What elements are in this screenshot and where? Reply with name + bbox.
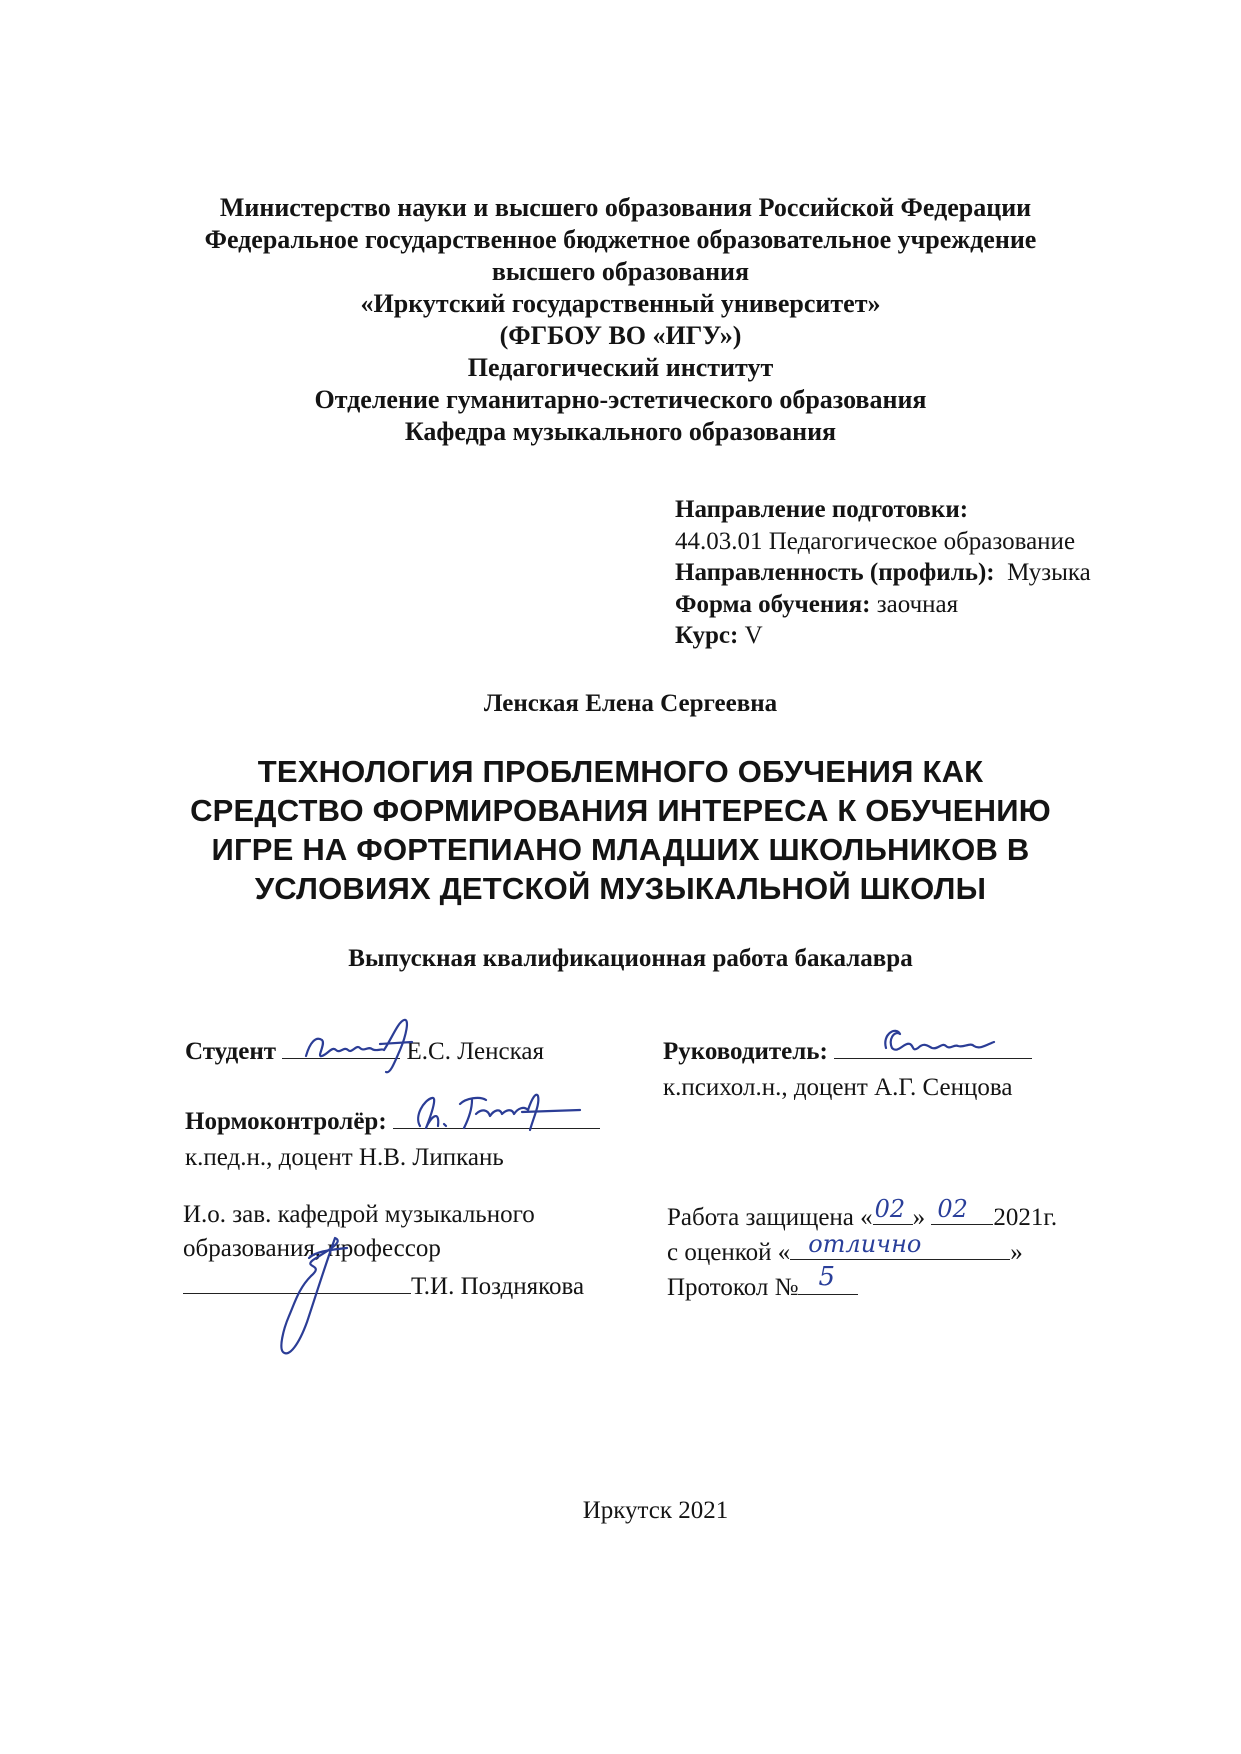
grade-value: отлично — [808, 1230, 922, 1258]
normcontrol-label: Нормоконтролёр: — [185, 1108, 387, 1135]
student-label: Студент — [185, 1038, 277, 1065]
title-line-2: СРЕДСТВО ФОРМИРОВАНИЯ ИНТЕРЕСА К ОБУЧЕНИЮ — [190, 793, 1051, 828]
city-year: Иркутск 2021 — [582, 1497, 729, 1524]
head-signature-row — [183, 1269, 584, 1302]
profile-label: Направленность (профиль): — [675, 559, 995, 586]
title-line-3: ИГРЕ НА ФОРТЕПИАНО МЛАДШИХ ШКОЛЬНИКОВ В — [211, 832, 1030, 867]
university-name-line: «Иркутский государственный университет» — [360, 289, 881, 318]
head-name: Т.И. Позднякова — [411, 1273, 585, 1300]
course-value: V — [744, 622, 763, 649]
education-level-line: высшего образования — [491, 257, 750, 286]
student-name: Е.С. Ленская — [406, 1038, 544, 1065]
direction-label: Направление подготовки: — [675, 496, 969, 523]
head-line-1: И.о. зав. кафедрой музыкального — [183, 1201, 535, 1228]
defense-month: 02 — [937, 1195, 968, 1223]
profile-value: Музыка — [1007, 559, 1091, 586]
protocol-number: 5 — [818, 1262, 835, 1292]
study-details — [675, 494, 1091, 652]
form-label: Форма обучения: — [675, 590, 871, 618]
university-abbr-line: (ФГБОУ ВО «ИГУ») — [499, 321, 742, 350]
grade-field — [790, 1230, 1010, 1260]
protocol-label: Протокол № — [667, 1274, 799, 1301]
head-signature — [265, 1232, 355, 1362]
defense-quote-close: » — [912, 1204, 926, 1231]
defense-label: Работа защищена « — [667, 1204, 873, 1231]
institution-type-line: Федеральное государственное бюджетное образовательное учреждение — [204, 225, 1037, 254]
work-type: Выпускная квалификационная работа бакалавра — [348, 945, 913, 972]
supervisor-signature — [880, 1022, 1020, 1062]
form-value: заочная — [876, 590, 959, 618]
defense-day: 02 — [874, 1195, 906, 1223]
defense-year: 2021г. — [993, 1204, 1058, 1231]
course-label: Курс: — [675, 622, 739, 649]
ministry-line: Министерство науки и высшего образования Российской Федерации — [219, 193, 1032, 222]
title-line-1: ТЕХНОЛОГИЯ ПРОБЛЕМНОГО ОБУЧЕНИЯ КАК — [257, 754, 984, 789]
grade-label: с оценкой « — [667, 1239, 791, 1266]
defense-month-field — [931, 1195, 993, 1225]
normcontrol-details: к.пед.н., доцент Н.В. Липкань — [185, 1144, 504, 1171]
defense-day-field — [873, 1195, 913, 1225]
department-line: Кафедра музыкального образования — [404, 417, 837, 446]
supervisor-label: Руководитель: — [663, 1038, 828, 1065]
institution-header — [0, 192, 1241, 448]
division-line: Отделение гуманитарно-эстетического образования — [314, 385, 927, 414]
protocol-line — [667, 1262, 858, 1303]
institute-line: Педагогический институт — [467, 353, 774, 382]
thesis-title — [0, 752, 1241, 908]
normcontrol-signature — [410, 1086, 590, 1140]
supervisor-details: к.психол.н., доцент А.Г. Сенцова — [663, 1074, 1013, 1101]
grade-quote-close: » — [1010, 1239, 1023, 1266]
grade-line — [667, 1230, 1023, 1268]
protocol-field — [798, 1262, 858, 1295]
direction-value: 44.03.01 Педагогическое образование — [675, 527, 1076, 555]
student-signature — [300, 1016, 425, 1078]
head-line-2: образования, профессор — [183, 1235, 441, 1262]
title-line-4: УСЛОВИЯХ ДЕТСКОЙ МУЗЫКАЛЬНОЙ ШКОЛЫ — [254, 871, 987, 906]
author-name: Ленская Елена Сергеевна — [483, 690, 778, 717]
